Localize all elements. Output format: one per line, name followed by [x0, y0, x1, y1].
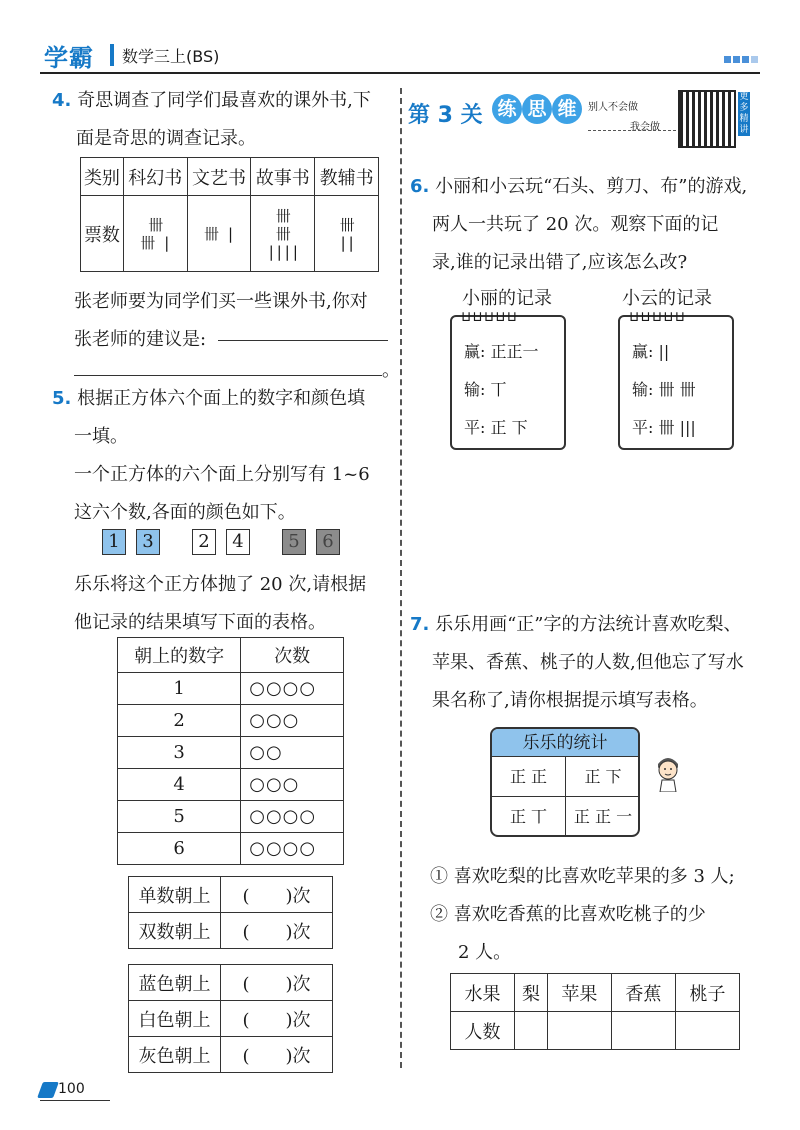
- table-cell: 2: [118, 705, 241, 737]
- book-title: 数学三上(BS): [122, 47, 220, 66]
- question-text: 一填。: [74, 426, 128, 447]
- q7-hints: [430, 858, 770, 972]
- qr-label: 更多精讲: [739, 92, 749, 135]
- tally-mark: 卌: [275, 224, 290, 243]
- tally-cell: [123, 196, 187, 272]
- stat-title: 乐乐的统计: [492, 729, 638, 757]
- stat-cell: 正 下: [566, 757, 640, 797]
- question-text: 乐乐用画“正”字的方法统计喜欢吃梨、: [435, 614, 742, 635]
- face-gray: 6: [316, 529, 340, 555]
- question-5: [52, 380, 397, 532]
- table-row-label: 白色朝上: [129, 1001, 221, 1037]
- hint-text: 2 人。: [458, 942, 512, 963]
- table-cell: 5: [118, 801, 241, 833]
- answer-line[interactable]: [74, 375, 382, 376]
- face-blue: 3: [136, 529, 160, 555]
- table-row-label: 蓝色朝上: [129, 965, 221, 1001]
- table-header: 水果: [451, 974, 515, 1012]
- table-header: 香蕉: [611, 974, 675, 1012]
- header-decoration: [724, 56, 758, 63]
- circle-marks: ○○○○: [241, 801, 344, 833]
- tally-mark: 卌 |: [204, 224, 235, 243]
- table-row-label: 双数朝上: [129, 913, 221, 949]
- table-header: 科幻书: [123, 158, 187, 196]
- table-row-label: 人数: [451, 1012, 515, 1050]
- qr-code-icon[interactable]: [678, 90, 736, 148]
- table-header: 苹果: [547, 974, 611, 1012]
- fill-in-blank[interactable]: ( )次: [221, 965, 333, 1001]
- answer-cell[interactable]: [515, 1012, 548, 1050]
- survey-table: [80, 157, 379, 272]
- fill-in-blank[interactable]: ( )次: [221, 877, 333, 913]
- circle-marks: ○○○○: [241, 833, 344, 865]
- tally-mark: ||||: [266, 242, 299, 261]
- hint-text: ① 喜欢吃梨的比喜欢吃苹果的多 3 人;: [430, 866, 735, 887]
- question-number: 7.: [410, 614, 430, 635]
- circle-marks: ○○○: [241, 705, 344, 737]
- table-header: 教辅书: [315, 158, 379, 196]
- table-header: 文艺书: [187, 158, 251, 196]
- question-7: [410, 606, 765, 720]
- question-text: 张老师的建议是:: [74, 329, 207, 350]
- record-line: 输: 丅: [464, 380, 507, 399]
- question-text: 果名称了,请你根据提示填写表格。: [432, 690, 708, 711]
- banner-dash: [588, 130, 676, 131]
- cube-faces: [102, 529, 350, 555]
- tally-cell: [251, 196, 315, 272]
- boy-avatar-icon: [652, 752, 684, 792]
- card-title: 小云的记录: [622, 288, 712, 309]
- stat-cell: 正 正 一: [573, 807, 633, 826]
- table-cell: 3: [118, 737, 241, 769]
- fill-in-blank[interactable]: ( )次: [221, 1037, 333, 1073]
- tally-mark: 卌 |: [140, 233, 171, 252]
- question-number: 5.: [52, 388, 72, 409]
- question-text: 一个正方体的六个面上分别写有 1~6: [74, 464, 370, 485]
- circle-marks: ○○○: [241, 769, 344, 801]
- table-row-label: 灰色朝上: [129, 1037, 221, 1073]
- face-white: 2: [192, 529, 216, 555]
- stat-cell: 正 丅: [492, 797, 566, 837]
- card-title: 小丽的记录: [462, 288, 552, 309]
- color-table: [128, 964, 333, 1073]
- level-title: 第 3 关: [408, 103, 483, 128]
- face-blue: 1: [102, 529, 126, 555]
- answer-cell[interactable]: [611, 1012, 675, 1050]
- question-4: [52, 82, 392, 158]
- question-text: 这六个数,各面的颜色如下。: [74, 502, 296, 523]
- table-row-label: 票数: [81, 196, 124, 272]
- tally-mark: 卌: [275, 206, 290, 225]
- record-line: 平: 正 下: [464, 418, 528, 437]
- record-card-xiaoli: [450, 309, 566, 450]
- table-header: 次数: [241, 638, 344, 673]
- column-divider: [400, 88, 402, 1068]
- stat-cell: 正 正: [492, 757, 566, 797]
- answer-line[interactable]: [218, 340, 388, 341]
- level-pill: 思: [522, 94, 552, 124]
- record-line: 赢: ||: [632, 342, 670, 361]
- question-text: 两人一共玩了 20 次。观察下面的记: [432, 214, 719, 235]
- record-line: 输: 卌 卌: [632, 380, 696, 399]
- answer-cell[interactable]: [675, 1012, 739, 1050]
- tally-mark: 卌: [339, 215, 354, 234]
- question-text: 录,谁的记录出错了,应该怎么改?: [432, 252, 688, 273]
- circle-marks: ○○○○: [241, 673, 344, 705]
- question-text: 小丽和小云玩“石头、剪刀、布”的游戏,: [435, 176, 748, 197]
- ring-binder-icon: ⊔⊔⊔⊔⊔: [630, 309, 688, 325]
- question-text: 他记录的结果填写下面的表格。: [74, 612, 326, 633]
- table-header: 故事书: [251, 158, 315, 196]
- header-rule: [40, 72, 760, 74]
- table-cell: 6: [118, 833, 241, 865]
- question-6: [410, 168, 760, 282]
- stat-box: [490, 727, 640, 837]
- fill-in-blank[interactable]: ( )次: [221, 1001, 333, 1037]
- record-line: 平: 卌 |||: [632, 418, 696, 437]
- face-gray: 5: [282, 529, 306, 555]
- tally-mark: ||: [338, 233, 355, 252]
- page-number: 100: [58, 1081, 85, 1097]
- level-pill: 维: [552, 94, 582, 124]
- tally-cell: [187, 196, 251, 272]
- banner-caption: 别人不会做: [588, 102, 638, 113]
- question-text: 面是奇思的调查记录。: [76, 128, 256, 149]
- fill-in-blank[interactable]: ( )次: [221, 913, 333, 949]
- record-card-xiaoyun: [618, 309, 734, 450]
- table-header: 梨: [515, 974, 548, 1012]
- tally-cell: [315, 196, 379, 272]
- answer-cell[interactable]: [547, 1012, 611, 1050]
- ring-binder-icon: ⊔⊔⊔⊔⊔: [462, 309, 520, 325]
- question-text: 乐乐将这个正方体抛了 20 次,请根据: [74, 574, 367, 595]
- question-text: 奇思调查了同学们最喜欢的课外书,下: [77, 90, 371, 111]
- parity-table: [128, 876, 333, 949]
- hint-text: ② 喜欢吃香蕉的比喜欢吃桃子的少: [430, 904, 706, 925]
- question-number: 4.: [52, 90, 72, 111]
- q5-continued: [74, 566, 399, 642]
- face-white: 4: [226, 529, 250, 555]
- table-cell: 4: [118, 769, 241, 801]
- table-row-label: 单数朝上: [129, 877, 221, 913]
- level-pill: 练: [492, 94, 522, 124]
- q4-followup: [74, 283, 394, 359]
- table-header: 桃子: [675, 974, 739, 1012]
- tally-mark: 卌: [148, 215, 163, 234]
- question-text: 张老师要为同学们买一些课外书,你对: [74, 291, 368, 312]
- level-banner: [408, 90, 760, 150]
- record-line: 赢: 正正一: [464, 342, 539, 361]
- table-cell: 1: [118, 673, 241, 705]
- question-text: 苹果、香蕉、桃子的人数,但他忘了写水: [432, 652, 744, 673]
- table-header: 朝上的数字: [118, 638, 241, 673]
- brand-logo: 学霸: [44, 44, 94, 72]
- banner-caption: 我会做: [630, 122, 660, 133]
- pencil-icon: [37, 1082, 59, 1098]
- circle-marks: ○○: [241, 737, 344, 769]
- table-header: 类别: [81, 158, 124, 196]
- logo-divider: [110, 44, 114, 66]
- end-mark: 。: [382, 360, 400, 381]
- footer-rule: [40, 1100, 110, 1101]
- question-number: 6.: [410, 176, 430, 197]
- roll-record-table: [117, 637, 344, 865]
- question-text: 根据正方体六个面上的数字和颜色填: [77, 388, 366, 409]
- fruit-table: [450, 973, 740, 1050]
